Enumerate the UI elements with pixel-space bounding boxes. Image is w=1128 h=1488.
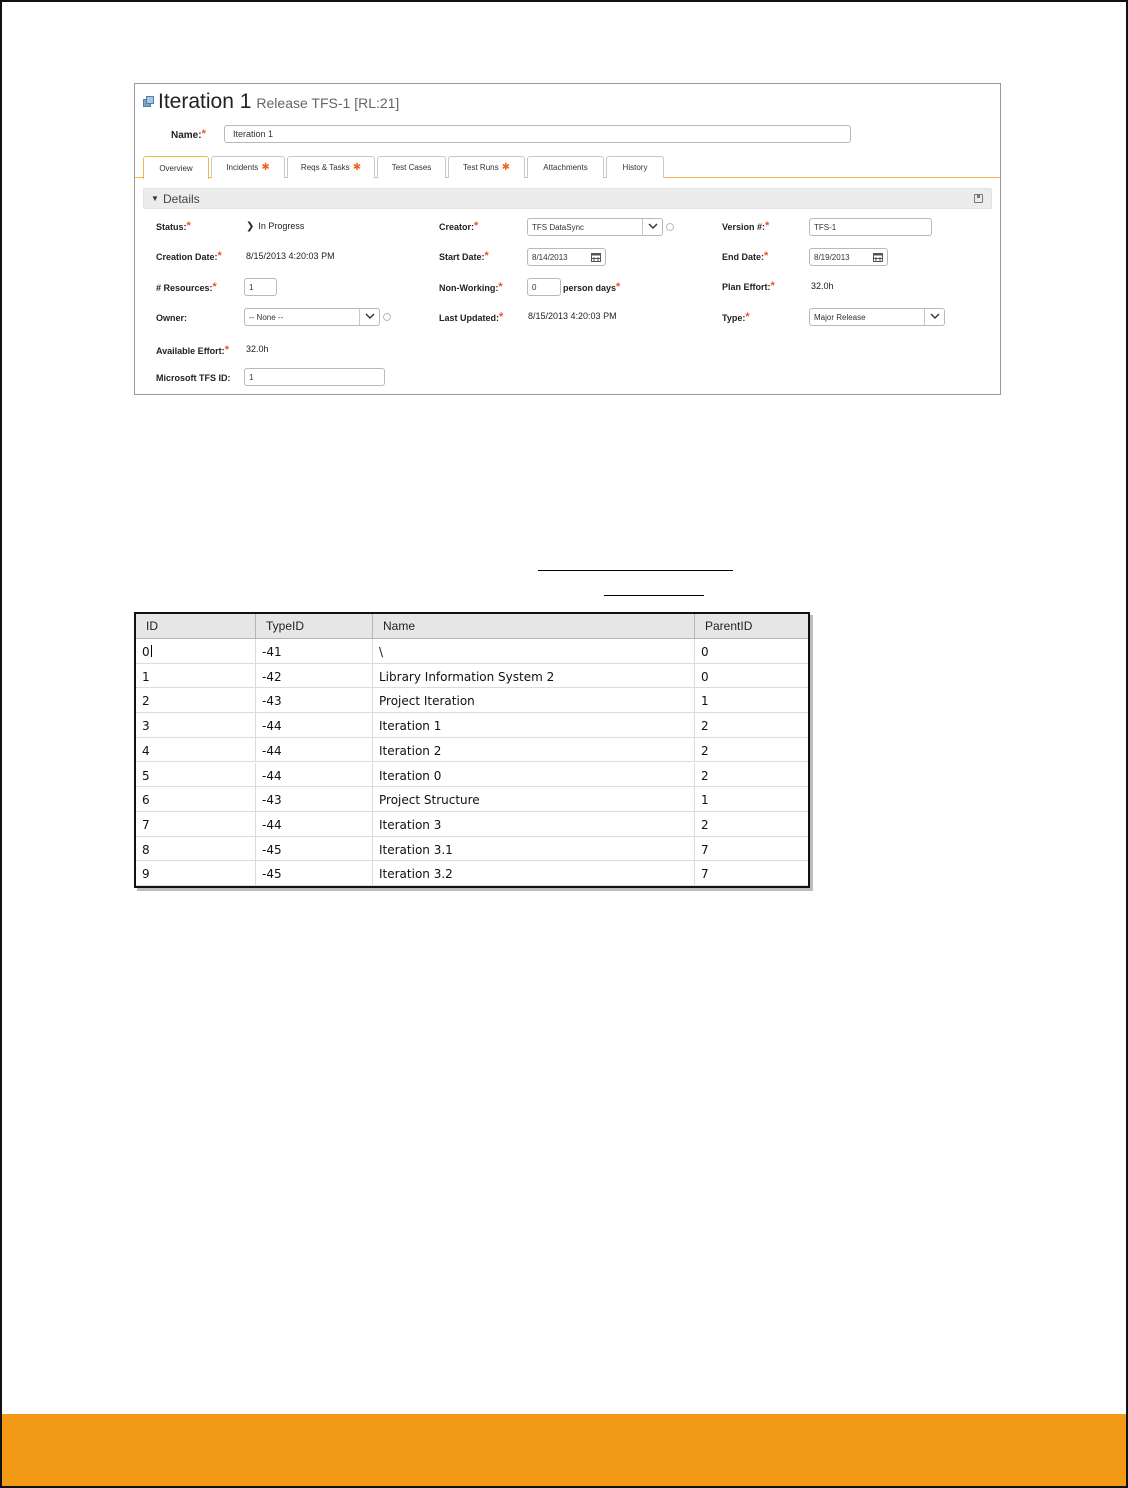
tfs-id-label: Microsoft TFS ID: bbox=[156, 373, 231, 383]
column-header-typeid[interactable]: TypeID bbox=[256, 614, 373, 639]
table-row[interactable] bbox=[136, 688, 808, 713]
table-cell[interactable]: -43 bbox=[256, 688, 373, 712]
table-cell[interactable]: Iteration 1 bbox=[373, 713, 695, 737]
available-effort-label: Available Effort:* bbox=[156, 344, 229, 356]
table-row[interactable] bbox=[136, 639, 808, 664]
caption-underline bbox=[604, 595, 704, 596]
column-header-name[interactable]: Name bbox=[373, 614, 695, 639]
caption-underline bbox=[538, 570, 733, 571]
table-cell[interactable]: Iteration 3 bbox=[373, 812, 695, 836]
table-header bbox=[136, 614, 808, 639]
table-row[interactable] bbox=[136, 861, 808, 886]
tab-test-runs[interactable]: Test Runs ✱ bbox=[448, 156, 525, 178]
table-cell[interactable]: -44 bbox=[256, 713, 373, 737]
end-date-input[interactable]: 8/19/2013 bbox=[809, 248, 888, 266]
column-header-id[interactable]: ID bbox=[136, 614, 256, 639]
required-star-icon: ✱ bbox=[352, 162, 362, 173]
calendar-icon[interactable] bbox=[869, 249, 887, 265]
tab-attachments[interactable]: Attachments bbox=[527, 156, 604, 178]
table-cell[interactable]: Library Information System 2 bbox=[373, 664, 695, 688]
table-cell[interactable]: Iteration 3.1 bbox=[373, 837, 695, 861]
footer-bar bbox=[2, 1414, 1126, 1486]
creator-dropdown[interactable]: TFS DataSync bbox=[527, 218, 663, 236]
table-row[interactable] bbox=[136, 738, 808, 763]
text-cursor bbox=[151, 645, 152, 657]
release-header bbox=[143, 90, 399, 118]
creation-date-label: Creation Date:* bbox=[156, 250, 222, 262]
loading-indicator-icon bbox=[666, 223, 674, 231]
type-label: Type:* bbox=[722, 311, 750, 323]
tab-history[interactable]: History bbox=[606, 156, 664, 178]
table-cell[interactable]: \ bbox=[373, 639, 695, 663]
column-header-parentid[interactable]: ParentID bbox=[705, 619, 753, 633]
table-cell[interactable]: Project Structure bbox=[373, 787, 695, 811]
required-star-icon: ✱ bbox=[501, 162, 510, 173]
table-cell[interactable]: 1 bbox=[701, 694, 709, 709]
details-title: Details bbox=[163, 192, 200, 206]
table-cell[interactable]: 1 bbox=[136, 664, 256, 688]
tab-test-cases[interactable]: Test Cases bbox=[377, 156, 446, 178]
table-cell[interactable]: 0 bbox=[701, 669, 709, 684]
table-cell[interactable]: 2 bbox=[701, 719, 709, 734]
table-cell[interactable]: 7 bbox=[701, 867, 709, 882]
table-cell[interactable]: -44 bbox=[256, 763, 373, 787]
page-title: Iteration 1 bbox=[158, 90, 252, 113]
table-cell[interactable]: 7 bbox=[701, 842, 709, 857]
tfs-id-input[interactable]: 1 bbox=[244, 368, 385, 386]
status-value[interactable]: ❯ In Progress bbox=[246, 221, 305, 232]
table-cell[interactable]: -42 bbox=[256, 664, 373, 688]
table-cell[interactable]: 2 bbox=[701, 743, 709, 758]
table-row[interactable] bbox=[136, 787, 808, 812]
version-label: Version #:* bbox=[722, 220, 770, 232]
table-cell[interactable]: -45 bbox=[256, 837, 373, 861]
chevron-down-icon[interactable] bbox=[359, 309, 379, 325]
last-updated-value: 8/15/2013 4:20:03 PM bbox=[528, 311, 617, 321]
table-cell[interactable]: 2 bbox=[701, 817, 709, 832]
tab-bar bbox=[135, 156, 1000, 178]
chevron-down-icon[interactable] bbox=[924, 309, 944, 325]
creation-date-value: 8/15/2013 4:20:03 PM bbox=[246, 251, 335, 261]
start-date-input[interactable]: 8/14/2013 bbox=[527, 248, 606, 266]
required-star-icon: ✱ bbox=[261, 162, 270, 173]
table-row[interactable] bbox=[136, 664, 808, 689]
type-dropdown[interactable]: Major Release bbox=[809, 308, 945, 326]
table-cell[interactable]: Iteration 3.2 bbox=[373, 861, 695, 885]
table-cell[interactable]: 9 bbox=[136, 861, 256, 885]
loading-indicator-icon bbox=[383, 313, 391, 321]
save-icon[interactable] bbox=[974, 194, 983, 203]
creator-label: Creator:* bbox=[439, 220, 479, 232]
collapse-caret-icon[interactable]: ▼ bbox=[151, 194, 159, 203]
table-row[interactable] bbox=[136, 837, 808, 862]
table-cell[interactable]: 5 bbox=[136, 763, 256, 787]
tab-reqs-tasks[interactable]: Reqs & Tasks ✱ bbox=[287, 156, 375, 178]
resources-label: # Resources:* bbox=[156, 281, 217, 293]
table-cell[interactable]: 2 bbox=[136, 688, 256, 712]
owner-dropdown[interactable]: -- None -- bbox=[244, 308, 380, 326]
version-input[interactable]: TFS-1 bbox=[809, 218, 932, 236]
release-panel bbox=[134, 83, 1001, 395]
non-working-unit: person days* bbox=[563, 281, 621, 293]
table-cell[interactable]: -45 bbox=[256, 861, 373, 885]
table-cell[interactable]: 0 bbox=[701, 645, 709, 659]
table-cell[interactable]: -43 bbox=[256, 787, 373, 811]
table-cell[interactable]: -44 bbox=[256, 738, 373, 762]
tab-overview[interactable]: Overview bbox=[143, 156, 209, 179]
chevron-right-icon: ❯ bbox=[246, 221, 255, 232]
plan-effort-value: 32.0h bbox=[811, 281, 834, 291]
start-date-label: Start Date:* bbox=[439, 250, 489, 262]
name-input[interactable]: Iteration 1 bbox=[224, 125, 851, 143]
table-row[interactable] bbox=[136, 713, 808, 738]
name-label: Name:* bbox=[171, 128, 206, 141]
table-cell[interactable]: -41 bbox=[256, 639, 373, 663]
chevron-down-icon[interactable] bbox=[642, 219, 662, 235]
resources-input[interactable]: 1 bbox=[244, 278, 277, 296]
tfs-node-table bbox=[134, 612, 810, 888]
required-asterisk: * bbox=[201, 128, 206, 140]
table-row[interactable] bbox=[136, 763, 808, 788]
table-cell[interactable]: Iteration 0 bbox=[373, 763, 695, 787]
table-cell[interactable]: 1 bbox=[701, 793, 709, 808]
last-updated-label: Last Updated:* bbox=[439, 311, 504, 323]
details-section-header[interactable] bbox=[143, 188, 992, 209]
owner-label: Owner: bbox=[156, 313, 188, 323]
release-subtitle: Release TFS-1 [RL:21] bbox=[256, 95, 400, 111]
table-cell[interactable]: 6 bbox=[136, 787, 256, 811]
available-effort-value: 32.0h bbox=[246, 344, 269, 354]
table-cell[interactable]: 2 bbox=[701, 768, 709, 783]
end-date-label: End Date:* bbox=[722, 250, 769, 262]
table-cell[interactable]: 0 bbox=[136, 639, 256, 663]
non-working-input[interactable]: 0 bbox=[527, 278, 561, 296]
tab-incidents[interactable]: Incidents ✱ bbox=[211, 156, 285, 178]
plan-effort-label: Plan Effort:* bbox=[722, 280, 775, 292]
release-icon bbox=[143, 96, 154, 107]
table-cell[interactable]: -44 bbox=[256, 812, 373, 836]
table-cell[interactable]: 4 bbox=[136, 738, 256, 762]
status-label: Status:* bbox=[156, 220, 191, 232]
non-working-label: Non-Working:* bbox=[439, 281, 503, 293]
table-row[interactable] bbox=[136, 812, 808, 837]
table-cell[interactable]: Iteration 2 bbox=[373, 738, 695, 762]
table-cell[interactable]: 8 bbox=[136, 837, 256, 861]
table-cell[interactable]: Project Iteration bbox=[373, 688, 695, 712]
table-cell[interactable]: 3 bbox=[136, 713, 256, 737]
calendar-icon[interactable] bbox=[587, 249, 605, 265]
table-cell[interactable]: 7 bbox=[136, 812, 256, 836]
